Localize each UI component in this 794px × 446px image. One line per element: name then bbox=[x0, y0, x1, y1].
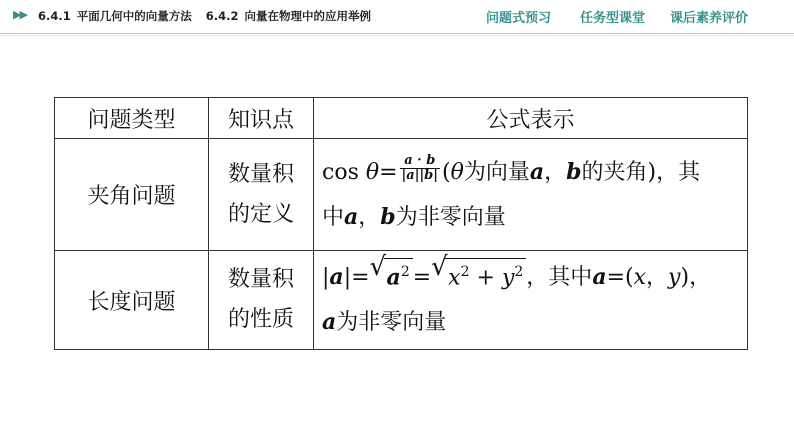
exponent: 2 bbox=[460, 263, 470, 280]
fraction-denominator bbox=[400, 168, 440, 183]
cell-formula bbox=[314, 251, 748, 350]
table-header-row bbox=[55, 98, 748, 139]
var-x: x bbox=[448, 265, 461, 290]
comma: ， bbox=[358, 204, 381, 230]
fraction-numerator: a · b bbox=[404, 153, 436, 168]
radicand bbox=[445, 258, 526, 291]
nav-preview[interactable]: 问题式预习 bbox=[486, 11, 552, 26]
vector-b: b bbox=[380, 203, 396, 230]
text-where: ，其中 bbox=[526, 265, 593, 290]
table-row bbox=[55, 251, 748, 350]
knowledge-text bbox=[228, 155, 294, 235]
abs-close-equals: |= bbox=[343, 265, 370, 290]
section1-title: 平面几何中的向量方法 bbox=[76, 9, 192, 23]
denominator-a: |a| bbox=[401, 168, 420, 183]
comma: ， bbox=[544, 159, 567, 185]
fraction bbox=[400, 154, 440, 183]
header-divider bbox=[0, 33, 794, 34]
header-divider-light bbox=[0, 35, 794, 36]
knowledge-line2: 的定义 bbox=[227, 201, 294, 227]
cell-knowledge bbox=[209, 251, 314, 350]
var-y: y bbox=[668, 265, 681, 290]
cos-text: cos bbox=[322, 159, 359, 185]
cell-knowledge bbox=[209, 139, 314, 251]
radical-icon: √ bbox=[369, 252, 387, 282]
cell-problem-type: 长度问题 bbox=[55, 251, 209, 350]
vector-a: a bbox=[329, 264, 344, 290]
theta-symbol: θ bbox=[365, 159, 380, 185]
section1-number: 6.4.1 bbox=[38, 9, 71, 23]
var-y: y bbox=[501, 265, 515, 290]
text-nonzero: 为非零向量 bbox=[395, 204, 506, 230]
sqrt-x2-y2 bbox=[431, 252, 526, 300]
formula-line1 bbox=[322, 150, 747, 195]
theta-symbol-2: θ bbox=[450, 159, 464, 185]
header-cell-knowledge: 知识点 bbox=[209, 98, 314, 139]
vector-a: a bbox=[344, 203, 359, 230]
text-nonzero: 为非零向量 bbox=[336, 310, 447, 335]
header-bar bbox=[0, 0, 794, 33]
play-arrows-icon: ▶▶ bbox=[13, 8, 26, 21]
knowledge-text bbox=[228, 260, 294, 340]
plus-sign: + bbox=[469, 265, 502, 290]
formula-line2 bbox=[322, 195, 747, 240]
section2-title: 向量在物理中的应用举例 bbox=[244, 9, 371, 23]
vector-a: a bbox=[592, 264, 607, 290]
paren-open: ( bbox=[442, 159, 451, 185]
denominator-b: |b| bbox=[419, 168, 438, 183]
header-cell-type: 问题类型 bbox=[55, 98, 209, 139]
vector-a: a bbox=[322, 309, 337, 335]
equals-paren: =( bbox=[606, 265, 634, 290]
formula-line1 bbox=[322, 252, 747, 300]
text-angle: 的夹角)，其 bbox=[581, 159, 701, 185]
header-cell-formula: 公式表示 bbox=[314, 98, 748, 139]
sqrt-a-squared bbox=[369, 252, 413, 300]
equals-sign: = bbox=[379, 159, 398, 185]
var-x: x bbox=[633, 265, 647, 290]
vector-a: a bbox=[529, 158, 545, 185]
abs-open: | bbox=[322, 265, 330, 290]
text-zhong: 中 bbox=[322, 204, 345, 230]
knowledge-line1: 数量积 bbox=[227, 161, 294, 187]
knowledge-line1: 数量积 bbox=[227, 267, 294, 292]
vector-b: b bbox=[566, 158, 582, 185]
section2-number: 6.4.2 bbox=[205, 9, 239, 23]
knowledge-line2: 的性质 bbox=[227, 307, 294, 332]
breadcrumb bbox=[38, 8, 385, 24]
nav-classroom[interactable]: 任务型课堂 bbox=[580, 11, 646, 26]
radical-icon: √ bbox=[431, 252, 448, 282]
vector-a: a bbox=[386, 264, 401, 290]
formula-line2 bbox=[322, 300, 747, 345]
paren-close: )， bbox=[680, 265, 712, 290]
cell-formula bbox=[314, 139, 748, 251]
equals-sign: = bbox=[412, 265, 432, 290]
comma: ， bbox=[646, 265, 669, 290]
text-vector: 为向量 bbox=[463, 159, 530, 185]
table-row bbox=[55, 139, 748, 251]
nav-evaluation[interactable]: 课后素养评价 bbox=[670, 11, 749, 26]
cell-problem-type: 夹角问题 bbox=[55, 139, 209, 251]
exponent: 2 bbox=[514, 263, 524, 280]
formula-table bbox=[54, 97, 748, 350]
radicand bbox=[384, 258, 413, 291]
exponent: 2 bbox=[400, 263, 410, 280]
